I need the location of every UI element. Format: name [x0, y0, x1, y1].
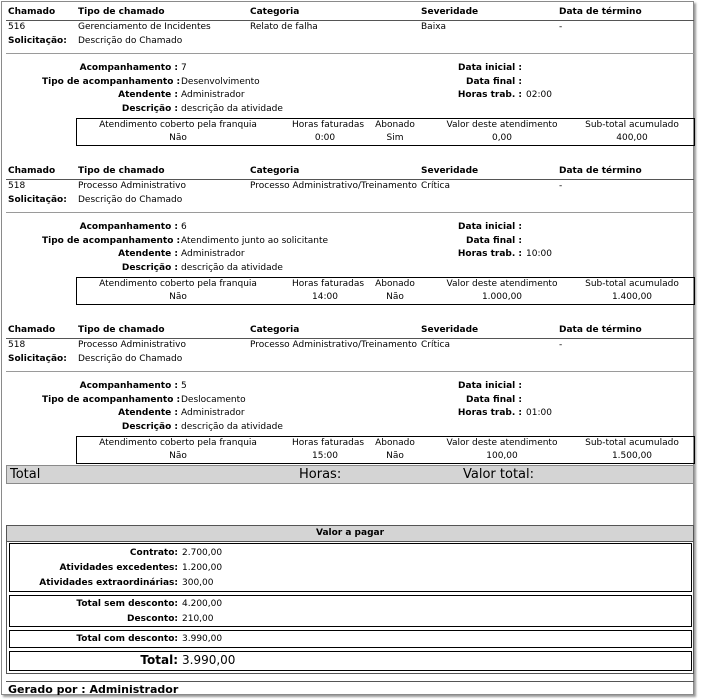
solicitacao-value: Descrição do Chamado	[78, 36, 183, 46]
header-chamado: Chamado	[8, 166, 56, 176]
ticket-type: Gerenciamento de Incidentes	[78, 22, 211, 32]
detail-cell-horas: 15:00	[312, 451, 338, 461]
descricao-value: descrição da atividade	[181, 422, 283, 432]
contrato-label: Contrato:	[129, 548, 178, 558]
detail-cell-abonado: Não	[386, 292, 404, 302]
header-tipo: Tipo de chamado	[78, 166, 165, 176]
data-final-label: Data final :	[465, 236, 522, 246]
totals-value-label: Valor total:	[463, 467, 534, 482]
ticket-category: Processo Administrativo/Treinamento	[250, 340, 417, 350]
totals-hours-label: Horas:	[299, 467, 342, 482]
detail-col-header: Horas faturadas	[292, 120, 365, 130]
header-chamado: Chamado	[8, 325, 56, 335]
acompanhamento-value: 5	[181, 381, 187, 391]
ticket-end-date: -	[559, 181, 563, 191]
ticket-severity: Baixa	[421, 22, 447, 32]
header-severidade: Severidade	[421, 166, 479, 176]
desconto-label: Desconto:	[127, 614, 178, 624]
header-data-termino: Data de término	[559, 7, 642, 17]
tipo-acompanhamento-value: Deslocamento	[181, 395, 246, 405]
ticket-severity: Crítica	[421, 340, 450, 350]
acompanhamento-label: Acompanhamento :	[79, 63, 178, 73]
descricao-value: descrição da atividade	[181, 104, 283, 114]
descricao-label: Descrição :	[121, 422, 178, 432]
data-final-label: Data final :	[465, 395, 522, 405]
extra-value: 300,00	[182, 578, 214, 588]
detail-col-header: Abonado	[375, 279, 415, 289]
footer-rule	[6, 681, 694, 682]
payment-title: Valor a pagar	[7, 526, 693, 542]
section-rule	[6, 371, 694, 372]
totals-label: Total	[10, 467, 41, 482]
detail-cell-franquia: Não	[169, 133, 187, 143]
ticket-number: 516	[8, 22, 26, 32]
detail-cell-subtotal: 1.500,00	[611, 451, 653, 461]
detail-col-header: Valor deste atendimento	[446, 279, 558, 289]
ticket-type: Processo Administrativo	[78, 181, 186, 191]
detail-col-header: Sub-total acumulado	[585, 438, 679, 448]
sem-desconto-label: Total sem desconto:	[76, 599, 178, 609]
atendente-value: Administrador	[181, 408, 245, 418]
detail-cell-franquia: Não	[169, 451, 187, 461]
header-rule	[6, 338, 694, 339]
header-rule	[6, 179, 694, 180]
detail-cell-franquia: Não	[169, 292, 187, 302]
com-desconto-value: 3.990,00	[182, 634, 223, 644]
solicitacao-value: Descrição do Chamado	[78, 354, 183, 364]
header-chamado: Chamado	[8, 7, 56, 17]
section-rule	[6, 212, 694, 213]
horas-trab-value: 01:00	[526, 408, 552, 418]
solicitacao-value: Descrição do Chamado	[78, 195, 183, 205]
detail-col-header: Valor deste atendimento	[446, 120, 558, 130]
data-inicial-label: Data inicial :	[458, 222, 522, 232]
desconto-value: 210,00	[182, 614, 214, 624]
detail-col-header: Atendimento coberto pela franquia	[99, 120, 257, 130]
extra-label: Atividades extraordinárias:	[39, 578, 178, 588]
grand-total-label: Total:	[140, 653, 178, 667]
detail-col-header: Horas faturadas	[292, 279, 365, 289]
detail-col-header: Sub-total acumulado	[585, 120, 679, 130]
detail-cell-subtotal: 1.400,00	[611, 292, 653, 302]
detail-col-header: Sub-total acumulado	[585, 279, 679, 289]
header-tipo: Tipo de chamado	[78, 325, 165, 335]
data-final-label: Data final :	[465, 77, 522, 87]
header-data-termino: Data de término	[559, 325, 642, 335]
detail-cell-abonado: Sim	[386, 133, 404, 143]
ticket-number: 518	[8, 181, 26, 191]
atendente-value: Administrador	[181, 249, 245, 259]
detail-col-header: Atendimento coberto pela franquia	[99, 438, 257, 448]
ticket-end-date: -	[559, 22, 563, 32]
horas-trab-label: Horas trab. :	[457, 90, 522, 100]
data-inicial-label: Data inicial :	[458, 63, 522, 73]
detail-cell-horas: 14:00	[312, 292, 338, 302]
acompanhamento-value: 7	[181, 63, 187, 73]
detail-cell-subtotal: 400,00	[616, 133, 648, 143]
descricao-value: descrição da atividade	[181, 263, 283, 273]
acompanhamento-label: Acompanhamento :	[79, 222, 178, 232]
detail-col-header: Abonado	[375, 120, 415, 130]
tipo-acompanhamento-value: Atendimento junto ao solicitante	[181, 236, 329, 246]
header-data-termino: Data de término	[559, 166, 642, 176]
ticket-type: Processo Administrativo	[78, 340, 186, 350]
tipo-acompanhamento-label: Tipo de acompanhamento :	[42, 395, 181, 405]
generated-by: Gerado por : Administrador	[8, 683, 179, 696]
descricao-label: Descrição :	[121, 104, 178, 114]
data-inicial-label: Data inicial :	[458, 381, 522, 391]
horas-trab-value: 10:00	[526, 249, 552, 259]
horas-trab-label: Horas trab. :	[457, 249, 522, 259]
detail-col-header: Horas faturadas	[292, 438, 365, 448]
atendente-label: Atendente :	[118, 408, 178, 418]
detail-cell-valor: 100,00	[486, 451, 518, 461]
detail-cell-valor: 0,00	[491, 133, 513, 143]
excedentes-value: 1.200,00	[182, 563, 223, 573]
tipo-acompanhamento-label: Tipo de acompanhamento :	[42, 77, 181, 87]
header-categoria: Categoria	[250, 166, 300, 176]
horas-trab-value: 02:00	[526, 90, 552, 100]
totals-bar	[6, 465, 694, 484]
ticket-severity: Crítica	[421, 181, 450, 191]
header-severidade: Severidade	[421, 325, 479, 335]
report-page	[1, 1, 694, 695]
detail-cell-horas: 0:00	[314, 133, 336, 143]
ticket-category: Processo Administrativo/Treinamento	[250, 181, 417, 191]
excedentes-label: Atividades excedentes:	[59, 563, 178, 573]
solicitacao-label: Solicitação:	[8, 195, 67, 205]
detail-col-header: Atendimento coberto pela franquia	[99, 279, 257, 289]
atendente-label: Atendente :	[118, 90, 178, 100]
acompanhamento-value: 6	[181, 222, 187, 232]
header-categoria: Categoria	[250, 7, 300, 17]
descricao-label: Descrição :	[121, 263, 178, 273]
header-tipo: Tipo de chamado	[78, 7, 165, 17]
atendente-value: Administrador	[181, 90, 245, 100]
header-categoria: Categoria	[250, 325, 300, 335]
detail-cell-valor: 1.000,00	[481, 292, 523, 302]
ticket-number: 518	[8, 340, 26, 350]
grand-total-value: 3.990,00	[182, 653, 236, 667]
solicitacao-label: Solicitação:	[8, 354, 67, 364]
sem-desconto-value: 4.200,00	[182, 599, 223, 609]
horas-trab-label: Horas trab. :	[457, 408, 522, 418]
tipo-acompanhamento-value: Desenvolvimento	[181, 77, 260, 87]
tipo-acompanhamento-label: Tipo de acompanhamento :	[42, 236, 181, 246]
ticket-end-date: -	[559, 340, 563, 350]
com-desconto-label: Total com desconto:	[76, 634, 178, 644]
contrato-value: 2.700,00	[182, 548, 223, 558]
detail-col-header: Abonado	[375, 438, 415, 448]
detail-col-header: Valor deste atendimento	[446, 438, 558, 448]
solicitacao-label: Solicitação:	[8, 36, 67, 46]
section-rule	[6, 53, 694, 54]
header-rule	[6, 20, 694, 21]
ticket-category: Relato de falha	[250, 22, 318, 32]
header-severidade: Severidade	[421, 7, 479, 17]
atendente-label: Atendente :	[118, 249, 178, 259]
acompanhamento-label: Acompanhamento :	[79, 381, 178, 391]
detail-cell-abonado: Não	[386, 451, 404, 461]
